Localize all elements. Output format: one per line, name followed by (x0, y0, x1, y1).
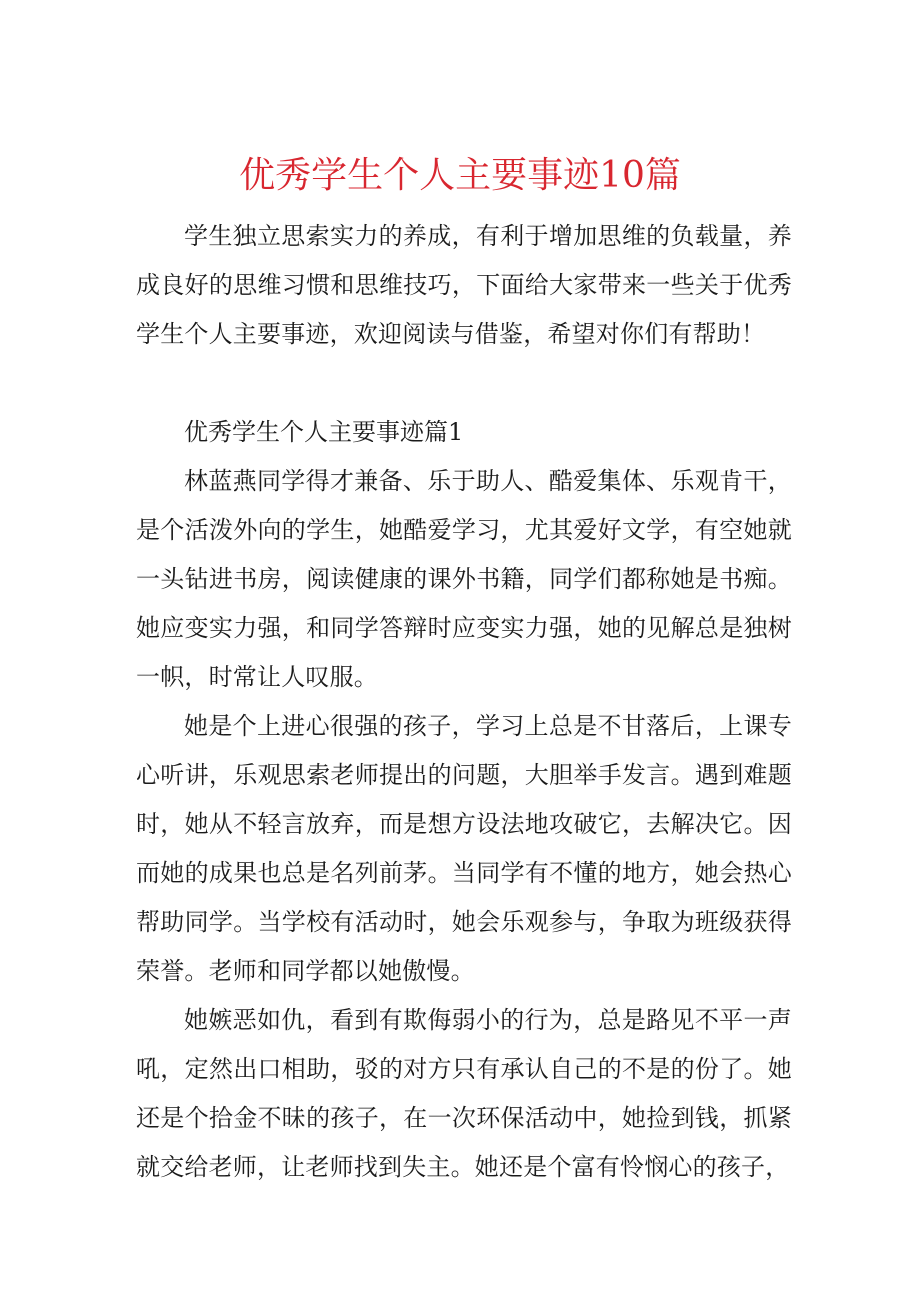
body-paragraph: 她嫉恶如仇，看到有欺侮弱小的行为，总是路见不平一声吼，定然出口相助，驳的对方只有承认自己的不是的份了。她还是个拾金不昧的孩子，在一次环保活动中，她捡到钱，抓紧就交给老师，让老师找到失主。她还是个富有怜悯心的孩子， (136, 1006, 792, 1181)
section-heading: 优秀学生个人主要事迹篇1 (184, 418, 464, 446)
document-title: 优秀学生个人主要事迹10篇 (239, 155, 681, 196)
body-paragraph: 她是个上进心很强的孩子，学习上总是不甘落后，上课专心听讲，乐观思索老师提出的问题，大胆举手发言。遇到难题时，她从不轻言放弃，而是想方设法地攻破它，去解决它。因而她的成果也总是名列前茅。当同学有不懂的地方，她会热心帮助同学。当学校有活动时，她会乐观参与，争取为班级获得荣誉。老师和同学都以她傲慢。 (136, 712, 792, 985)
document-body (136, 212, 792, 1192)
intro-paragraph: 学生独立思索实力的养成，有利于增加思维的负载量，养成良好的思维习惯和思维技巧，下面给大家带来一些关于优秀学生个人主要事迹，欢迎阅读与借鉴，希望对你们有帮助！ (136, 222, 792, 348)
body-paragraph: 林蓝燕同学得才兼备、乐于助人、酷爱集体、乐观肯干，是个活泼外向的学生，她酷爱学习，尤其爱好文学，有空她就一头钻进书房，阅读健康的课外书籍，同学们都称她是书痴。她应变实力强，和同学答辩时应变实力强，她的见解总是独树一帜，时常让人叹服。 (136, 467, 792, 691)
